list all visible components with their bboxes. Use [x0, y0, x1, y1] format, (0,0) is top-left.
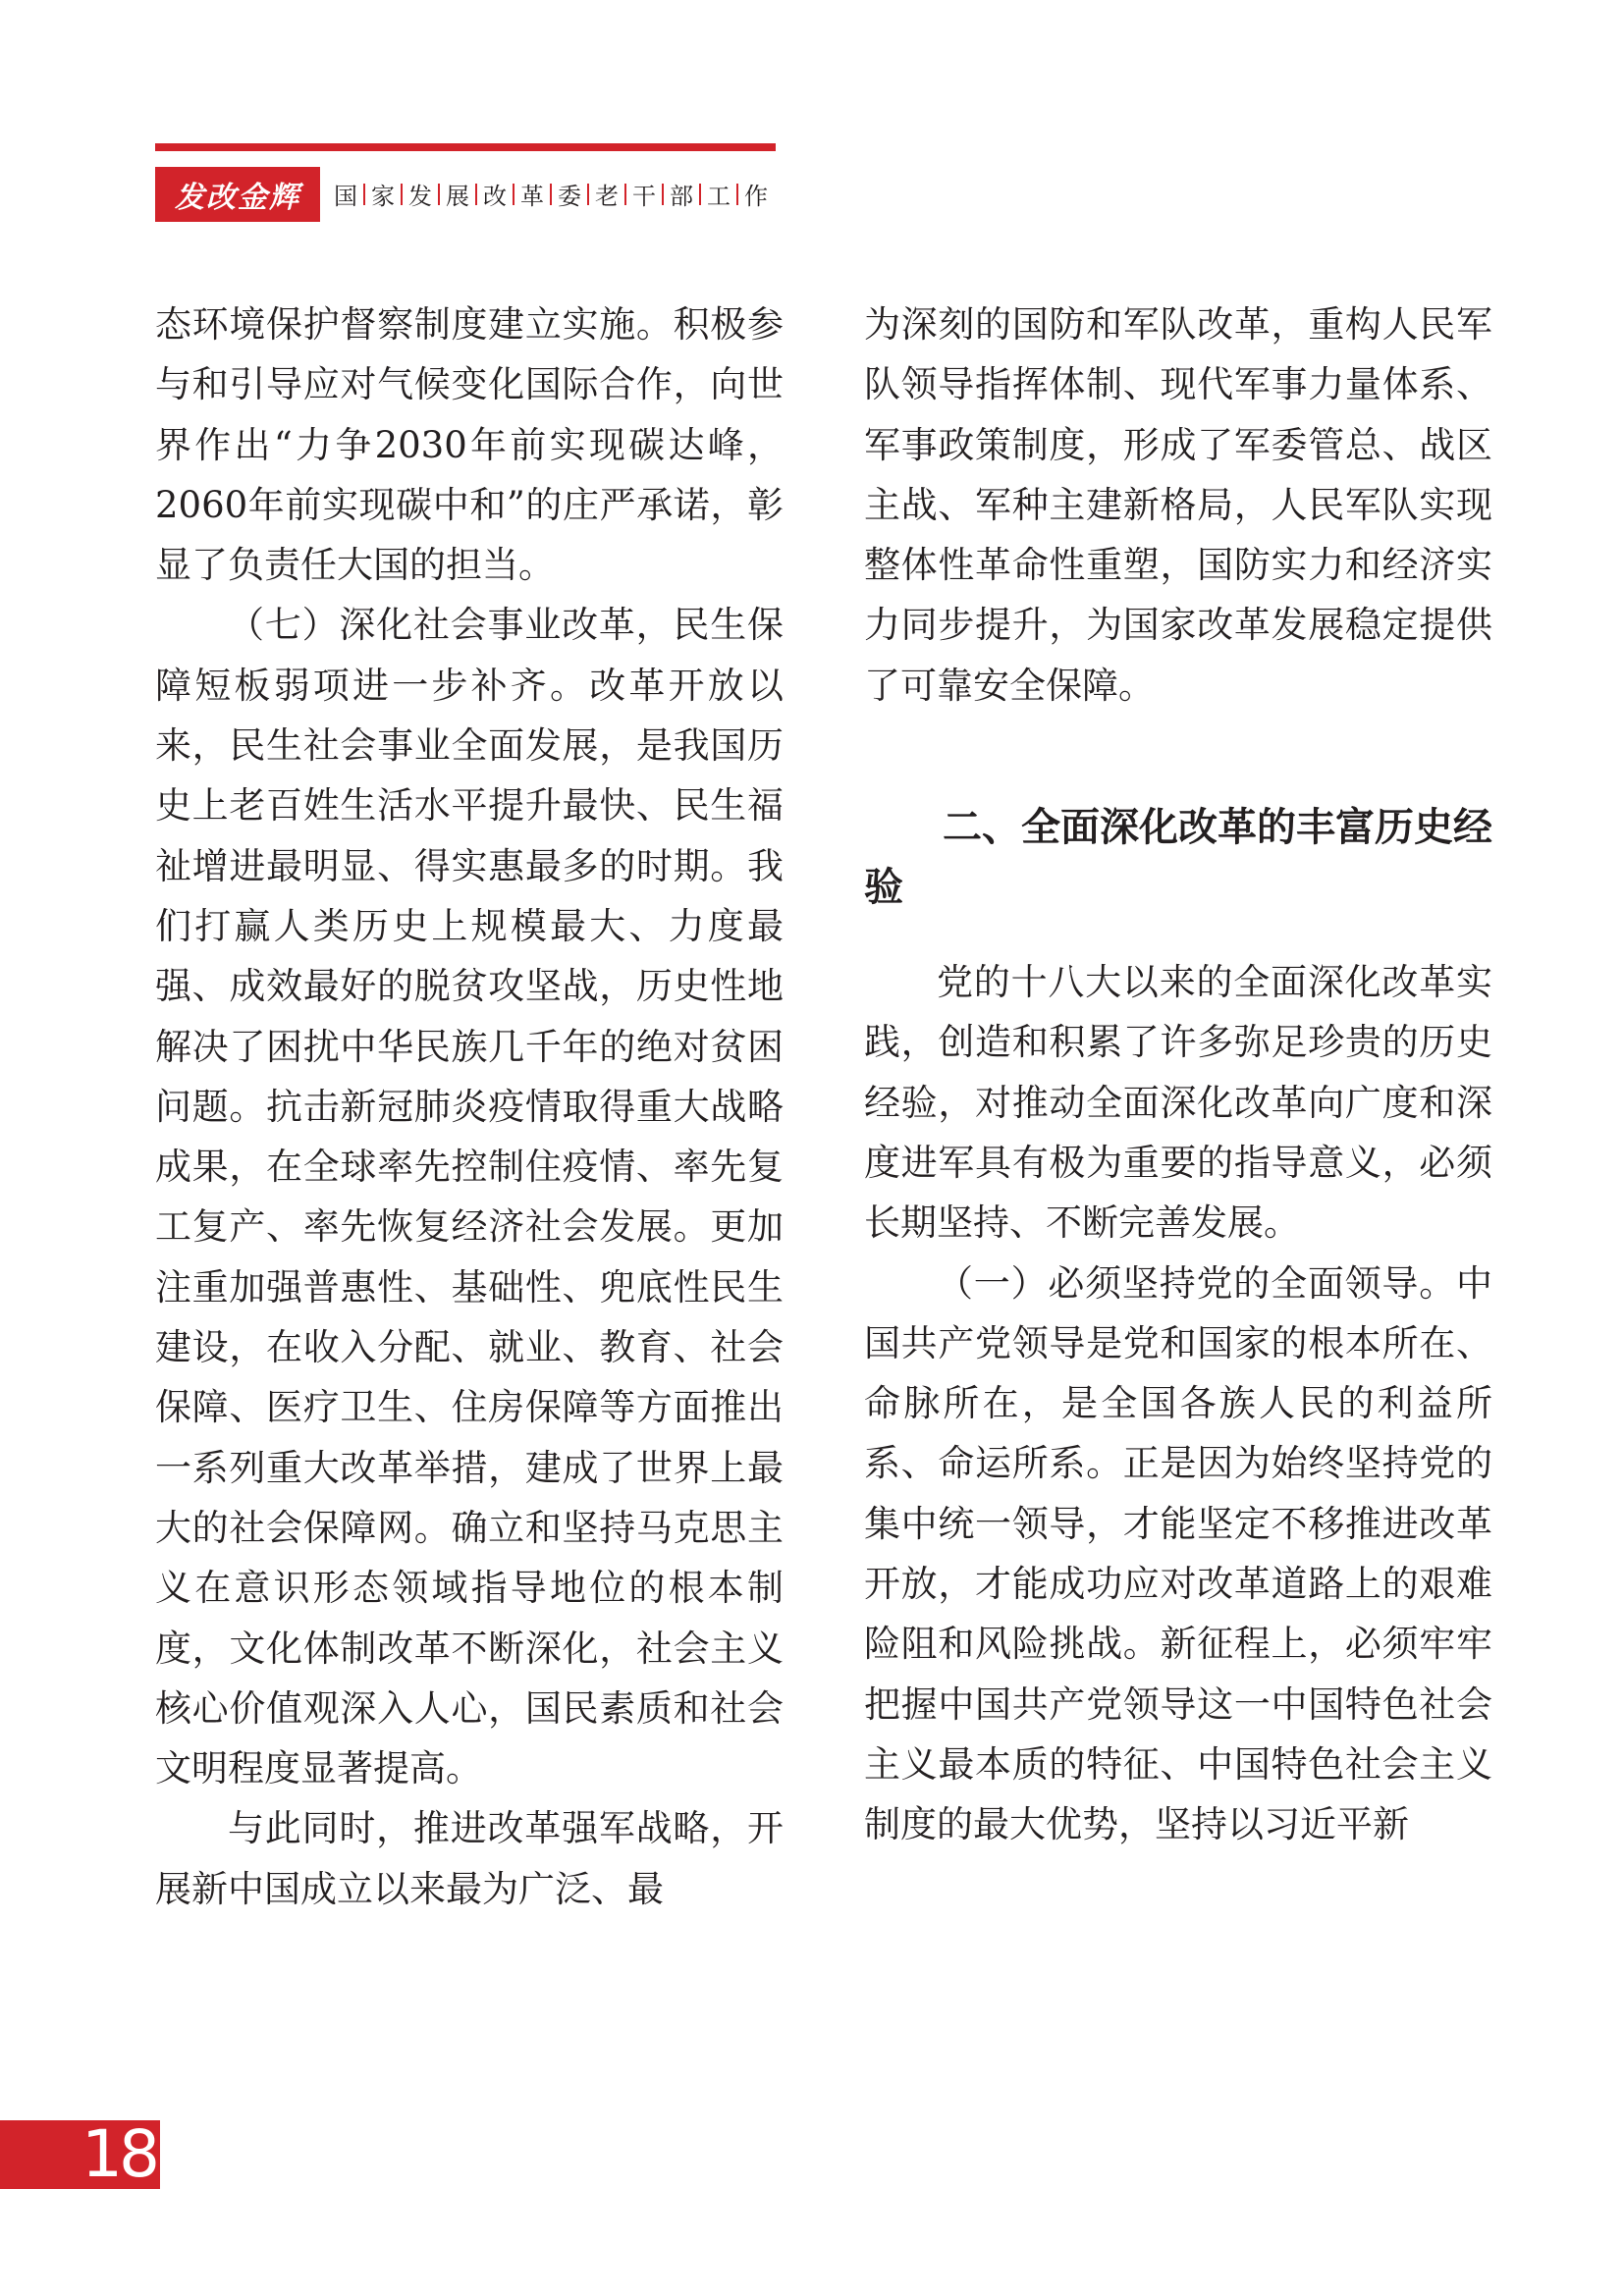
org-char: 改: [483, 183, 507, 210]
org-separator: [699, 184, 701, 205]
paragraph: 党的十八大以来的全面深化改革实践，创造和积累了许多弥足珍贵的历史经验，对推动全面深化改革向广度和深度进军具有极为重要的指导意义，必须长期坚持、不断完善发展。: [864, 961, 1492, 1245]
org-char: 工: [707, 183, 731, 210]
org-separator: [401, 184, 403, 205]
org-char: 发: [408, 183, 432, 210]
org-char: 作: [744, 183, 768, 210]
org-char: 家: [371, 183, 395, 210]
page-number: 18: [0, 2120, 160, 2189]
left-column: [155, 294, 784, 1919]
org-separator: [475, 184, 477, 205]
paragraph: 态环境保护督察制度建立实施。积极参与和引导应对气候变化国际合作，向世界作出“力争2030年前实现碳达峰，2060年前实现碳中和”的庄严承诺，彰显了负责任大国的担当。: [155, 303, 784, 587]
org-char: 展: [446, 183, 469, 210]
org-separator: [550, 184, 552, 205]
header-rule: [155, 143, 776, 151]
paragraph: 与此同时，推进改革强军战略，开展新中国成立以来最为广泛、最: [155, 1807, 784, 1910]
org-separator: [624, 184, 626, 205]
org-char: 老: [595, 183, 619, 210]
org-char: 委: [558, 183, 581, 210]
org-separator: [513, 184, 514, 205]
paragraph: （一）必须坚持党的全面领导。中国共产党领导是党和国家的根本所在、命脉所在，是全国各族人民的利益所系、命运所系。正是因为始终坚持党的集中统一领导，才能坚定不移推进改革开放，才能成功应对改革道路上的艰难险阻和风险挑战。新征程上，必须牢牢把握中国共产党领导这一中国特色社会主义最本质的特征、中国特色社会主义制度的最大优势，坚持以习近平新: [864, 1261, 1492, 1846]
org-char: 革: [520, 183, 544, 210]
org-separator: [662, 184, 664, 205]
org-separator: [736, 184, 738, 205]
org-separator: [363, 184, 365, 205]
section-heading: 二、全面深化改革的丰富历史经验: [864, 804, 1492, 911]
org-char: 国: [334, 183, 357, 210]
org-name: [332, 177, 770, 211]
org-separator: [587, 184, 589, 205]
right-column: [864, 294, 1492, 1855]
org-char: 部: [670, 183, 693, 210]
brand-logo: 发改金辉: [155, 167, 320, 222]
org-separator: [438, 184, 440, 205]
paragraph: （七）深化社会事业改革，民生保障短板弱项进一步补齐。改革开放以来，民生社会事业全面发展，是我国历史上老百姓生活水平提升最快、民生福祉增进最明显、得实惠最多的时期。我们打赢人类历史上规模最大、力度最强、成效最好的脱贫攻坚战，历史性地解决了困扰中华民族几千年的绝对贫困问题。抗击新冠肺炎疫情取得重大战略成果，在全球率先控制住疫情、率先复工复产、率先恢复经济社会发展。更加注重加强普惠性、基础性、兜底性民生建设，在收入分配、就业、教育、社会保障、医疗卫生、住房保障等方面推出一系列重大改革举措，建成了世界上最大的社会保障网。确立和坚持马克思主义在意识形态领域指导地位的根本制度，文化体制改革不断深化，社会主义核心价值观深入人心，国民素质和社会文明程度显著提高。: [155, 604, 784, 1790]
org-char: 干: [632, 183, 656, 210]
paragraph: 为深刻的国防和军队改革，重构人民军队领导指挥体制、现代军事力量体系、军事政策制度，形成了军委管总、战区主战、军种主建新格局，人民军队实现整体性革命性重塑，国防实力和经济实力同步提升，为国家改革发展稳定提供了可靠安全保障。: [864, 303, 1492, 707]
